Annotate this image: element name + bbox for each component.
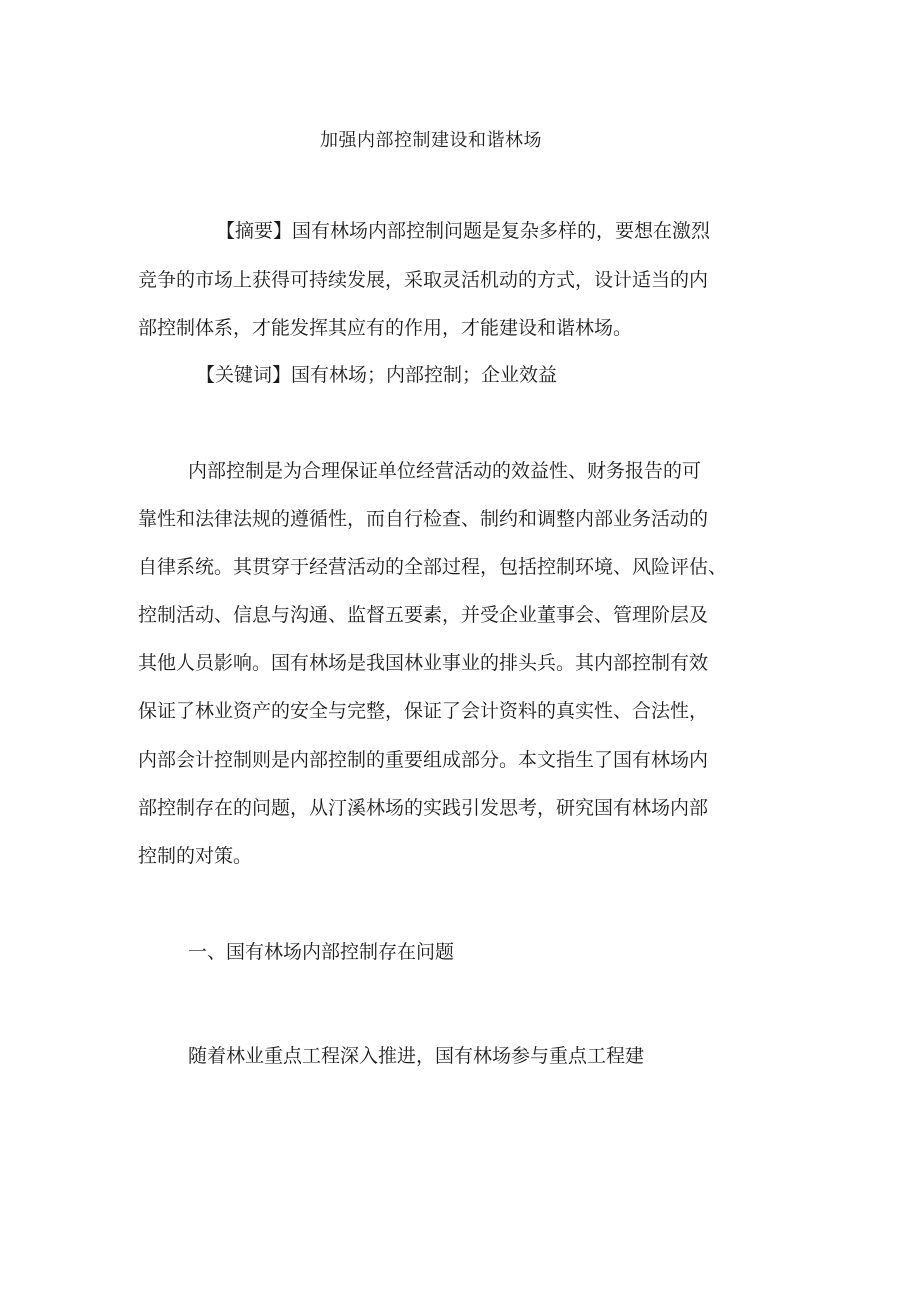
intro-line-8: 部控制存在的问题，从汀溪林场的实践引发思考，研究国有林场内部 [138,797,709,819]
intro-line-6: 保证了林业资产的安全与完整，保证了会计资料的真实性、合法性， [138,700,709,722]
section-paragraph-line-1: 随着林业重点工程深入推进，国有林场参与重点工程建 [188,1045,645,1067]
abstract-line-1: 【摘要】国有林场内部控制问题是复杂多样的，要想在激烈 [216,220,711,242]
intro-line-1: 内部控制是为合理保证单位经营活动的效益性、财务报告的可 [188,460,702,482]
section-heading: 一、国有林场内部控制存在问题 [188,941,455,963]
intro-line-4: 控制活动、信息与沟通、监督五要素，并受企业董事会、管理阶层及 [138,604,709,626]
intro-line-7: 内部会计控制则是内部控制的重要组成部分。本文指生了国有林场内 [138,749,709,771]
intro-line-3: 自律系统。其贯穿于经营活动的全部过程，包括控制环境、风险评估、 [138,556,728,578]
intro-line-2: 靠性和法律法规的遵循性，而自行检查、制约和调整内部业务活动的 [138,508,709,530]
keywords-line: 【关键词】国有林场；内部控制；企业效益 [196,364,558,386]
document-title: 加强内部控制建设和谐林场 [320,130,542,151]
abstract-line-3: 部控制体系，才能发挥其应有的作用，才能建设和谐林场。 [138,317,633,339]
intro-line-9: 控制的对策。 [138,845,253,867]
abstract-line-2: 竞争的市场上获得可持续发展，采取灵活机动的方式，设计适当的内 [138,269,709,291]
intro-line-5: 其他人员影响。国有林场是我国林业事业的排头兵。其内部控制有效 [138,652,709,674]
